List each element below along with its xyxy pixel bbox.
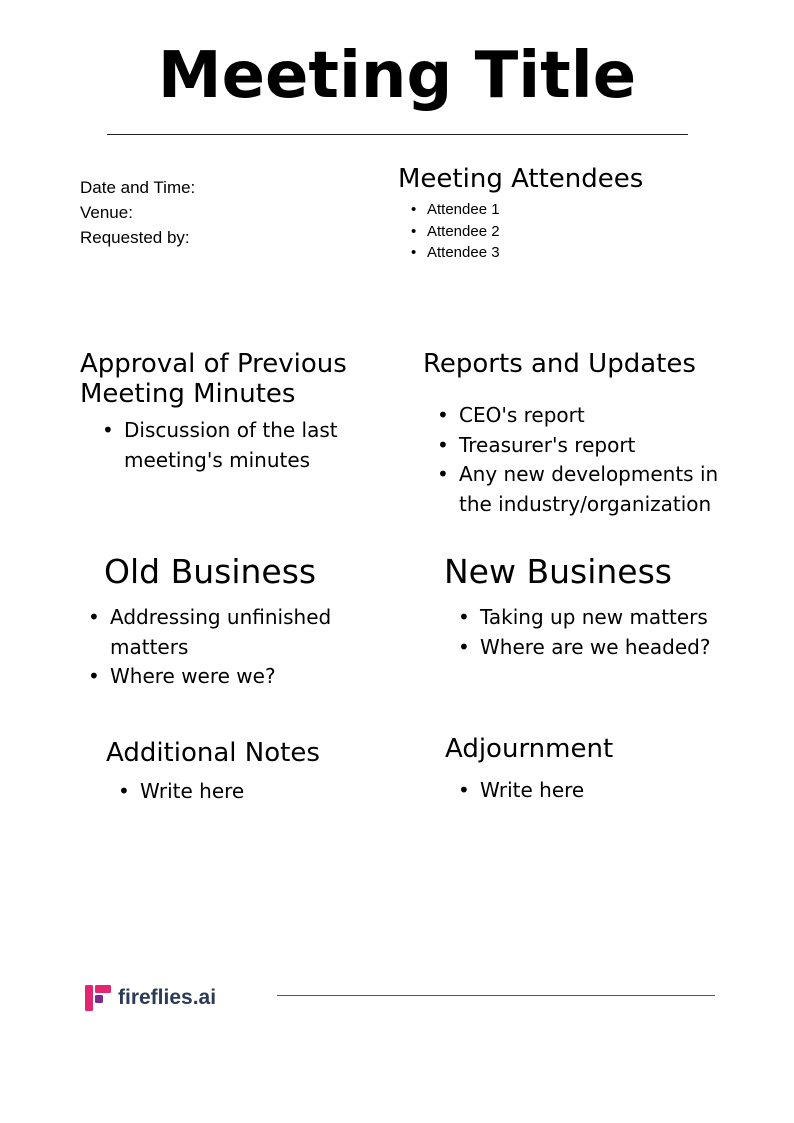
list-item: • Taking up new matters [480, 603, 740, 633]
adjournment-list [480, 776, 700, 806]
requested-by-label: Requested by: [80, 228, 190, 247]
list-item: • CEO's report [459, 401, 721, 431]
footer-divider [277, 995, 715, 996]
venue-label: Venue: [80, 203, 133, 222]
fireflies-logo-icon [84, 984, 112, 1012]
title-divider [107, 134, 688, 135]
notes-list [140, 777, 360, 807]
approval-heading-line1: Approval of Previous [80, 349, 347, 379]
new-business-list [480, 603, 740, 662]
attendees-list [427, 199, 500, 264]
attendee-item: • Attendee 2 [427, 221, 500, 243]
attendees-heading: Meeting Attendees [398, 164, 644, 194]
old-business-heading: Old Business [104, 552, 317, 591]
new-business-heading: New Business [444, 552, 672, 591]
list-item: • Where were we? [110, 662, 345, 692]
list-item: • Any new developments in the industry/organization [459, 460, 721, 519]
logo-wordmark: fireflies.ai [118, 986, 217, 1009]
notes-heading: Additional Notes [106, 738, 320, 768]
date-time-label: Date and Time: [80, 178, 196, 197]
reports-heading: Reports and Updates [423, 349, 696, 379]
approval-heading [80, 349, 380, 409]
attendee-item: • Attendee 3 [427, 242, 500, 264]
fireflies-logo [84, 983, 224, 1013]
adjournment-heading: Adjournment [445, 734, 614, 764]
list-item: • Write here [140, 777, 360, 807]
meeting-details [80, 175, 195, 250]
approval-list [124, 416, 359, 475]
page-title: Meeting Title [157, 39, 637, 113]
approval-heading-line2: Meeting Minutes [80, 379, 296, 409]
attendee-item: • Attendee 1 [427, 199, 500, 221]
old-business-list [110, 603, 345, 692]
list-item: • Write here [480, 776, 700, 806]
list-item: • Discussion of the last meeting's minutes [124, 416, 359, 475]
reports-list [459, 401, 721, 519]
list-item: • Treasurer's report [459, 431, 721, 461]
list-item: • Addressing unfinished matters [110, 603, 345, 662]
list-item: • Where are we headed? [480, 633, 740, 663]
